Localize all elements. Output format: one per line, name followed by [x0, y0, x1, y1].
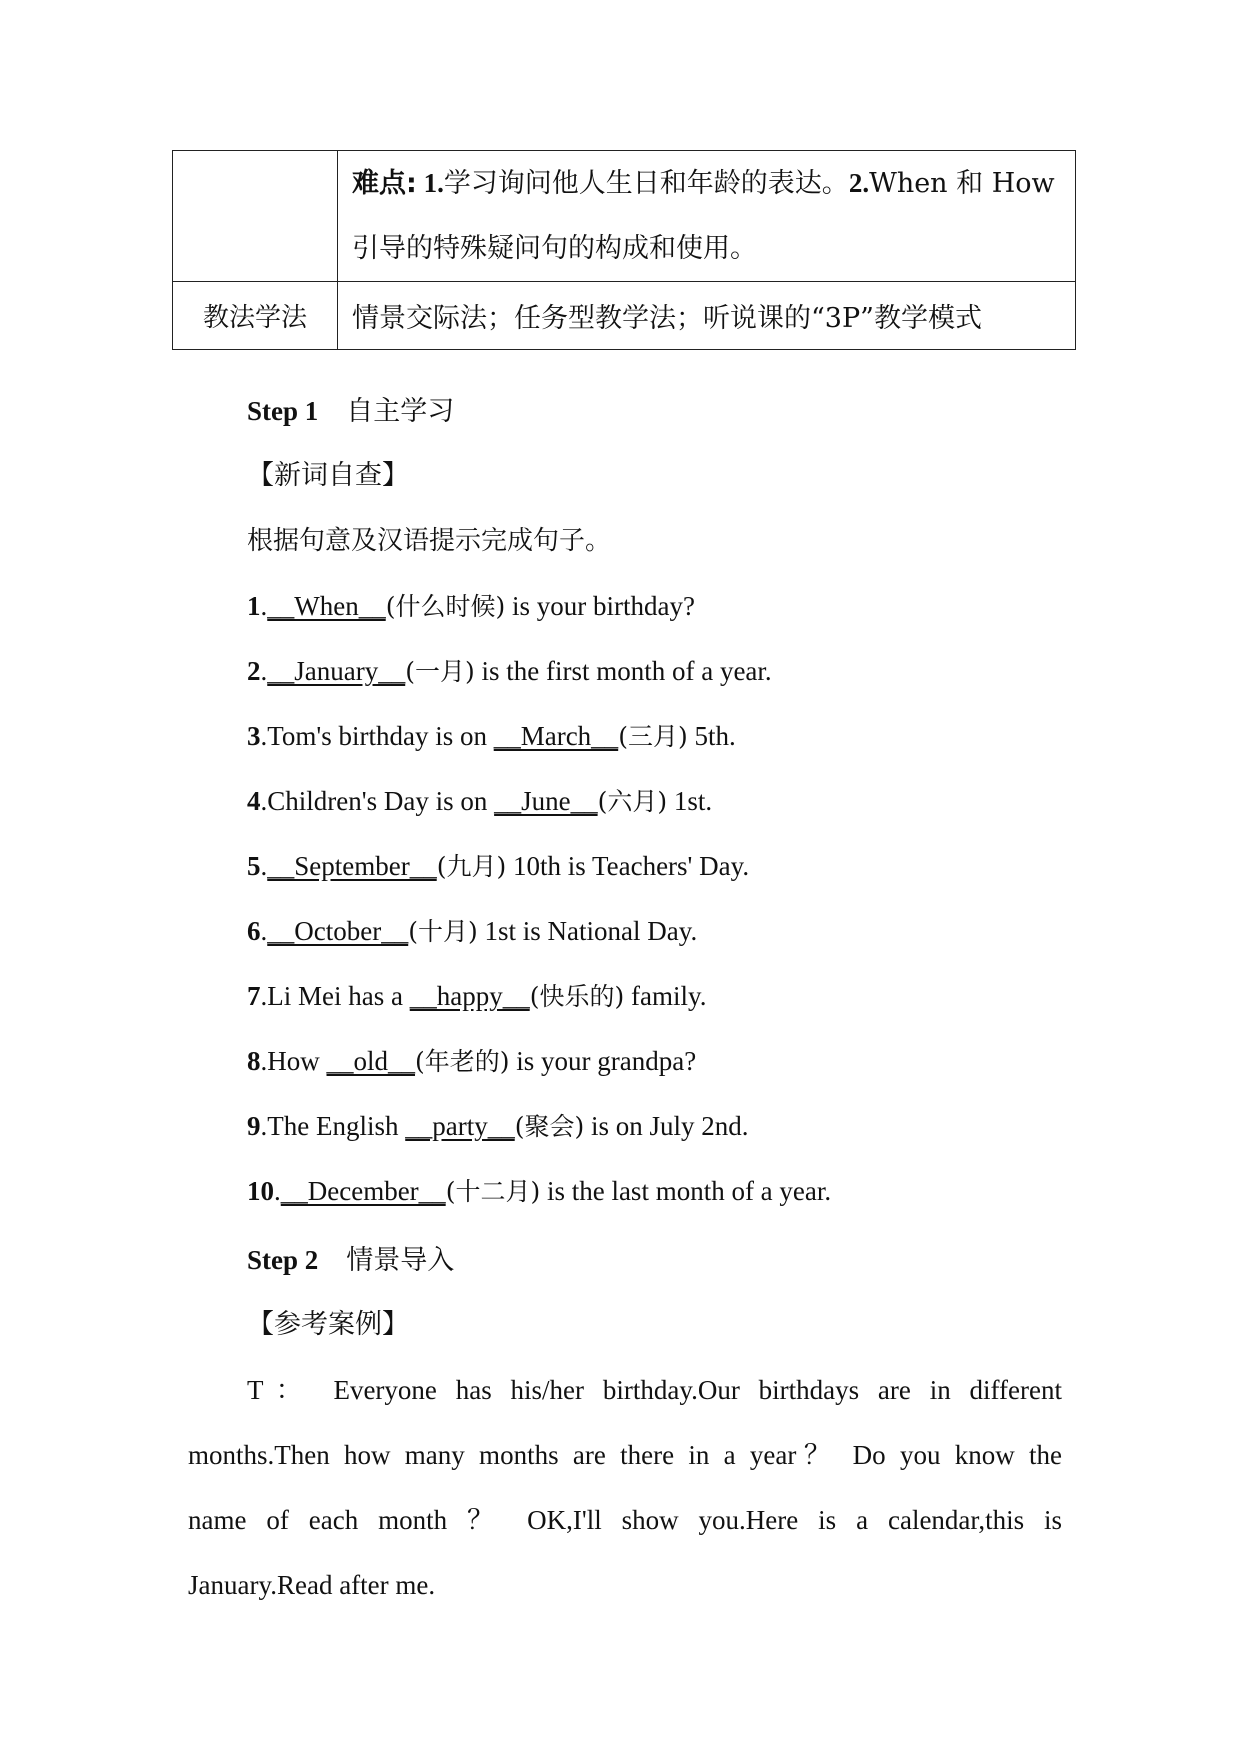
exercise-answer: __When__ [267, 591, 386, 621]
exercise-hint: (九月) [436, 852, 507, 881]
method-row [173, 282, 1076, 350]
exercise-text-before: . [260, 916, 268, 946]
exercise-item [247, 716, 736, 756]
exercise-text-before: .The English [260, 1111, 406, 1141]
lesson-info-table [172, 150, 1076, 350]
exercise-text-before: .Li Mei has a [260, 981, 410, 1011]
exercise-item [247, 1106, 749, 1146]
exercise-answer: __December__ [280, 1176, 446, 1206]
point1-text: 学习询问他人生日和年龄的表达。 [443, 168, 849, 199]
exercise-number: 5 [247, 851, 261, 881]
exercise-answer: __June__ [494, 786, 598, 816]
exercise-number: 9 [247, 1111, 261, 1141]
difficulty-row [173, 151, 1076, 282]
exercise-item [247, 911, 697, 951]
exercise-text-after: is the first month of a year. [474, 656, 772, 686]
exercise-text-after: is your grandpa? [509, 1046, 697, 1076]
paragraph-line: months.Then how many months are there in a year？ Do you know the [188, 1440, 1062, 1470]
exercise-hint: (什么时候) [385, 592, 506, 621]
paragraph-line: January.Read after me. [188, 1570, 436, 1600]
exercise-text-after: family. [624, 981, 707, 1011]
step1-heading [247, 391, 454, 431]
method-content: 情景交际法；任务型教学法；听说课的“3P”教学模式 [338, 282, 1076, 350]
difficulty-content [338, 151, 1076, 282]
exercise-text-before: . [274, 1176, 281, 1206]
exercise-number: 4 [247, 786, 261, 816]
exercise-number: 2 [247, 656, 261, 686]
paragraph-line: T： Everyone has his/her birthday.Our birthdays are in different [247, 1375, 1062, 1405]
exercise-text-after: 10th is Teachers' Day. [506, 851, 750, 881]
method-label: 教法学法 [173, 282, 338, 350]
exercise-answer: __old__ [326, 1046, 416, 1076]
exercise-hint: (一月) [405, 657, 475, 686]
exercise-text-after: 1st is National Day. [477, 916, 698, 946]
exercise-hint: (年老的) [415, 1047, 510, 1076]
exercise-text-after: is your birthday? [505, 591, 695, 621]
exercise-item [247, 1171, 831, 1211]
exercise-hint: (十月) [408, 917, 478, 946]
exercise-item [247, 586, 695, 626]
exercise-hint: (十二月) [445, 1177, 541, 1206]
exercise-answer: __October__ [267, 916, 409, 946]
exercise-text-after: 5th. [687, 721, 736, 751]
exercise-text-before: .Tom's birthday is on [260, 721, 494, 751]
step1-instruction: 根据句意及汉语提示完成句子。 [247, 526, 612, 556]
step2-number: Step 2 [247, 1245, 319, 1275]
exercise-item [247, 976, 706, 1016]
exercise-hint: (聚会) [514, 1112, 585, 1141]
exercise-hint: (三月) [618, 722, 688, 751]
point2-text-line2: 引导的特殊疑问句的构成和使用。 [352, 233, 757, 264]
exercise-number: 1 [247, 591, 261, 621]
exercise-number: 7 [247, 981, 261, 1011]
exercise-answer: __party__ [405, 1111, 515, 1141]
reference-case-paragraph [188, 1358, 1062, 1618]
exercise-number: 8 [247, 1046, 261, 1076]
exercise-text-before: .Children's Day is on [260, 786, 495, 816]
exercise-item [247, 781, 712, 821]
step2-title: 情景导入 [346, 1245, 455, 1276]
exercise-text-before: . [260, 591, 268, 621]
step1-section-label: 【新词自查】 [247, 460, 409, 491]
exercise-item [247, 1041, 696, 1081]
exercise-text-before: .How [260, 1046, 327, 1076]
point2-text-line1: When 和 How [869, 168, 1055, 199]
exercise-text-after: is the last month of a year. [540, 1176, 832, 1206]
exercise-item [247, 651, 772, 691]
point2-number: 2. [848, 168, 870, 198]
exercise-number: 3 [247, 721, 261, 751]
point1-number: 1. [423, 168, 444, 198]
row1-label [173, 151, 338, 282]
paragraph-line: name of each month ？ OK,I'll show you.Here is a calendar,this is [188, 1505, 1062, 1535]
exercise-hint: (快乐的) [529, 982, 625, 1011]
exercise-answer: __March__ [493, 721, 619, 751]
step1-number: Step 1 [247, 396, 319, 426]
exercise-number: 6 [247, 916, 261, 946]
exercise-text-after: is on July 2nd. [584, 1111, 749, 1141]
exercise-text-after: 1st. [667, 786, 713, 816]
exercise-answer: __happy__ [409, 981, 530, 1011]
difficulty-label: 难点: [352, 168, 417, 199]
exercise-text-before: . [260, 851, 268, 881]
exercise-item [247, 846, 749, 886]
exercise-number: 10 [247, 1176, 274, 1206]
exercise-text-before: . [260, 656, 268, 686]
exercise-hint: (六月) [597, 787, 668, 816]
exercise-answer: __September__ [267, 851, 437, 881]
step2-section-label: 【参考案例】 [247, 1309, 409, 1340]
step1-title: 自主学习 [346, 396, 455, 427]
exercise-answer: __January__ [267, 656, 406, 686]
step2-heading [247, 1240, 454, 1280]
